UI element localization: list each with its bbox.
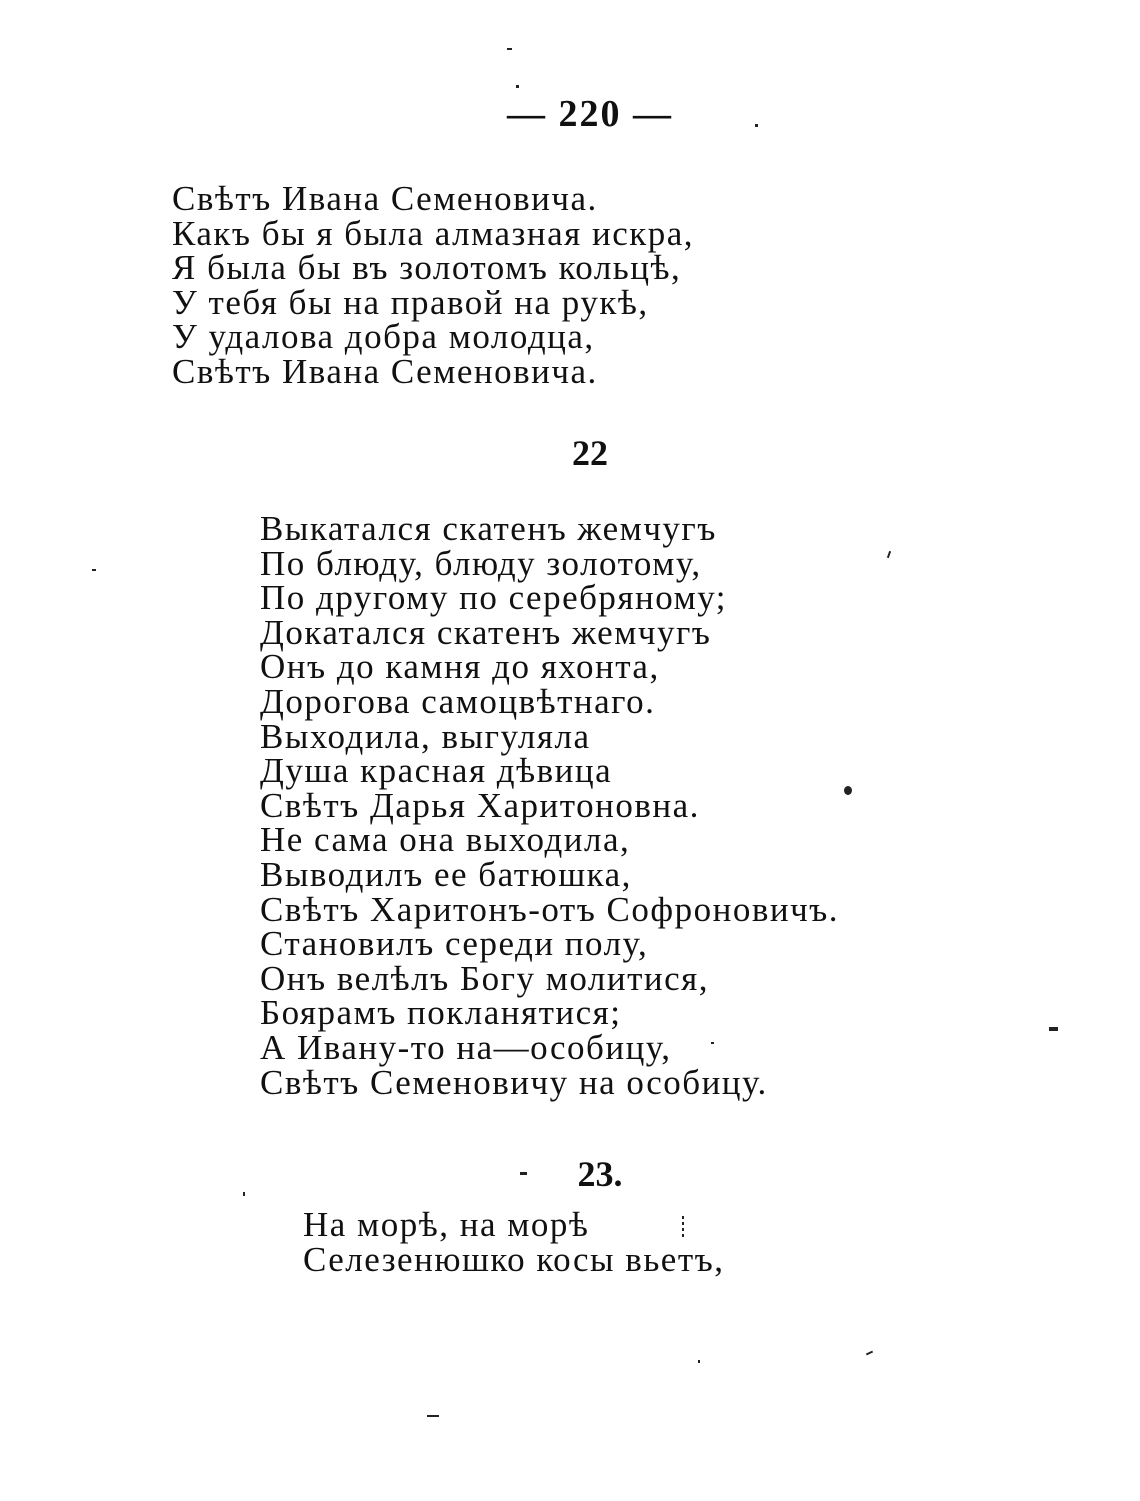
- print-speck: [92, 569, 96, 571]
- verse-line: А Ивану-то на—особицу,: [260, 1027, 672, 1067]
- song-23-verse: [303, 1205, 725, 1279]
- song-number-22: 22: [572, 433, 608, 473]
- verse-line: Не сама она выходила,: [260, 820, 631, 860]
- page-number: — 220 —: [507, 93, 673, 135]
- verse-line: Выходила, выгуляла: [260, 716, 591, 756]
- print-speck: [866, 1351, 873, 1356]
- verse-line: На морѣ, на морѣ: [303, 1205, 590, 1244]
- print-speck: [887, 551, 891, 558]
- verse-line: Онъ велѣлъ Богу молитися,: [260, 958, 709, 998]
- verse-line: Боярамъ покланятися;: [260, 993, 622, 1033]
- print-speck: [698, 1360, 700, 1363]
- verse-line: Свѣтъ Ивана Семеновича.: [172, 179, 598, 218]
- verse-line: Свѣтъ Харитонъ-отъ Софроновичъ.: [260, 889, 840, 929]
- continuation-verse: [172, 179, 695, 391]
- verse-line: Я была бы въ золотомъ кольцѣ,: [172, 248, 682, 288]
- verse-line: У тебя бы на правой на рукѣ,: [172, 282, 649, 322]
- print-speck: [1049, 1027, 1058, 1031]
- verse-line: Выводилъ ее батюшка,: [260, 854, 632, 894]
- print-speck: [427, 1415, 439, 1417]
- verse-line: По другому по серебряному;: [260, 578, 727, 618]
- print-speck: [516, 85, 519, 88]
- verse-line: Свѣтъ Ивана Семеновича.: [172, 351, 598, 391]
- verse-line: Докатался скатенъ жемчугъ: [260, 612, 712, 652]
- verse-line: Выкатался скатенъ жемчугъ: [260, 509, 717, 548]
- print-speck: [682, 1216, 684, 1238]
- verse-line: По блюду, блюду золотому,: [260, 543, 702, 583]
- song-22-verse: [260, 509, 840, 1102]
- print-speck: [520, 1172, 527, 1175]
- verse-line: Свѣтъ Дарья Харитоновна.: [260, 785, 700, 825]
- verse-line: Дорогова самоцвѣтнаго.: [260, 681, 656, 721]
- verse-line: Селезенюшко косы вьетъ,: [303, 1239, 725, 1279]
- verse-line: У удалова добра молодца,: [172, 317, 595, 357]
- print-speck: [711, 1042, 714, 1044]
- verse-line: Становилъ середи полу,: [260, 924, 649, 964]
- verse-line: Душа красная дѣвица: [260, 751, 613, 791]
- song-number-23: 23.: [577, 1154, 623, 1194]
- verse-line: Онъ до камня до яхонта,: [260, 647, 660, 687]
- print-speck: [755, 124, 758, 127]
- print-speck: [844, 786, 852, 795]
- verse-line: Свѣтъ Семеновичу на особицу.: [260, 1062, 768, 1102]
- print-speck: [243, 1192, 245, 1196]
- verse-line: Какъ бы я была алмазная искра,: [172, 213, 695, 253]
- print-speck: [507, 48, 512, 50]
